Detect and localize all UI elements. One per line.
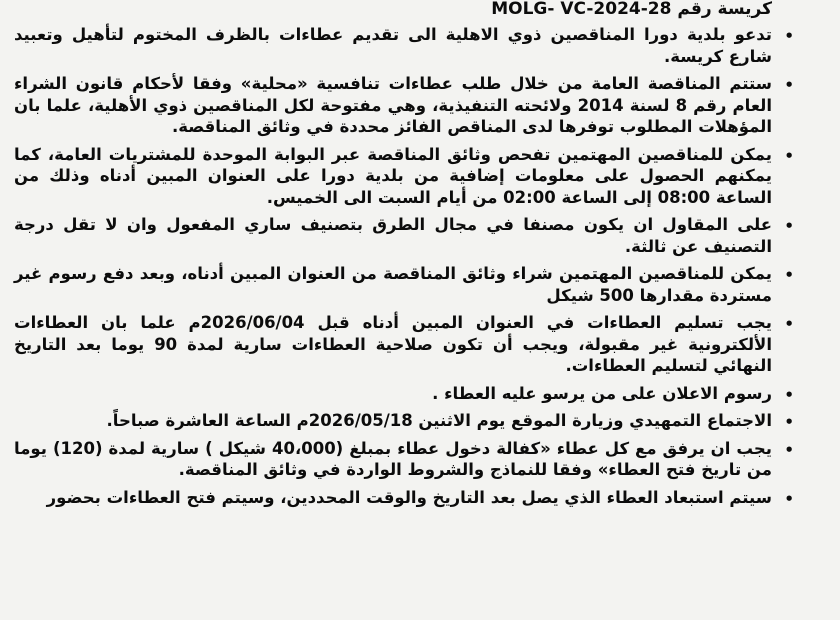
bullet-icon: • [784,385,794,404]
list-item [14,438,802,481]
list-item [14,383,802,405]
bullet-icon: • [784,440,794,459]
list-item [14,410,802,432]
list-item [14,73,802,138]
tender-conditions-list [14,24,802,508]
list-item [14,312,802,377]
list-item-text: رسوم الاعلان على من يرسو عليه العطاء . [432,383,772,403]
bullet-icon: • [784,489,794,508]
list-item-text: سيتم استبعاد العطاء الذي يصل بعد التاريخ والوقت المحددين، وسيتم فتح العطاءات بحضور [46,487,772,507]
tender-title [14,0,802,24]
tender-reference-number: MOLG- VC-2024-28 [491,0,672,19]
bullet-icon: • [784,315,794,333]
list-item [14,144,802,209]
bullet-icon: • [784,146,794,165]
bullet-icon: • [784,76,794,94]
bullet-icon: • [784,27,794,45]
tender-title-prefix: كريسة رقم [677,0,772,19]
list-item-text: يمكن للمناقصين المهتمين شراء وثائق المناقصة من العنوان المبين أدناه، وبعد دفع رسوم غير مستردة مقدارها 500 شيكل [14,264,772,305]
list-item-text: يجب ان يرفق مع كل عطاء «كفالة دخول عطاء بمبلغ (40،000 شيكل ) سارية لمدة (120) يوما من تاريخ فتح العطاء» وفقا للنماذج والشروط الواردة في وثائق المناقصة. [14,438,772,479]
list-item-text: يجب تسليم العطاءات في العنوان المبين أدناه قبل 2026/06/04م علما بان العطاءات الألكترونية غير مقبولة، ويجب أن تكون صلاحية العطاءات سارية لمدة 90 يوما بعد التاريخ النهائي لتسليم العطاءات. [14,313,773,375]
bullet-icon: • [784,266,794,284]
list-item-text: يمكن للمناقصين المهتمين تفحص وثائق المناقصة عبر البوابة الموحدة للمشتريات العامة، كما يمكنهم الحصول على معلومات إضافية من بلدية دورا على العنوان المبين أدناه وذلك من الساعة 08:00 إلى الساعة 02:00 من أيام السبت الى الخميس. [14,144,772,207]
bullet-icon: • [784,413,794,431]
list-item-text: ستتم المناقصة العامة من خلال طلب عطاءات تنافسية «محلية» وفقا لأحكام قانون الشراء العام رقم 8 لسنة 2014 ولائحته التنفيذية، وهي مفتوحة لكل المناقصين ذوي الأهلية، علما بان المؤهلات المطلوب توفرها لدى المناقص الفائز محددة في وثائق المناقصة. [14,74,772,136]
list-item [14,263,802,306]
list-item [14,214,802,257]
bullet-icon: • [784,217,794,235]
list-item-text: تدعو بلدية دورا المناقصين ذوي الاهلية الى تقديم عطاءات بالظرف المختوم لتأهيل وتعبيد شارع كريسة. [14,25,772,66]
list-item-text: الاجتماع التمهيدي وزيارة الموقع يوم الاثنين 2026/05/18م الساعة العاشرة صباحاً. [106,411,772,430]
list-item [14,24,802,67]
list-item-text: على المقاول ان يكون مصنفا في مجال الطرق بتصنيف ساري المفعول وان لا تقل درجة التصنيف عن ثالثة. [14,215,772,256]
list-item [14,487,802,509]
